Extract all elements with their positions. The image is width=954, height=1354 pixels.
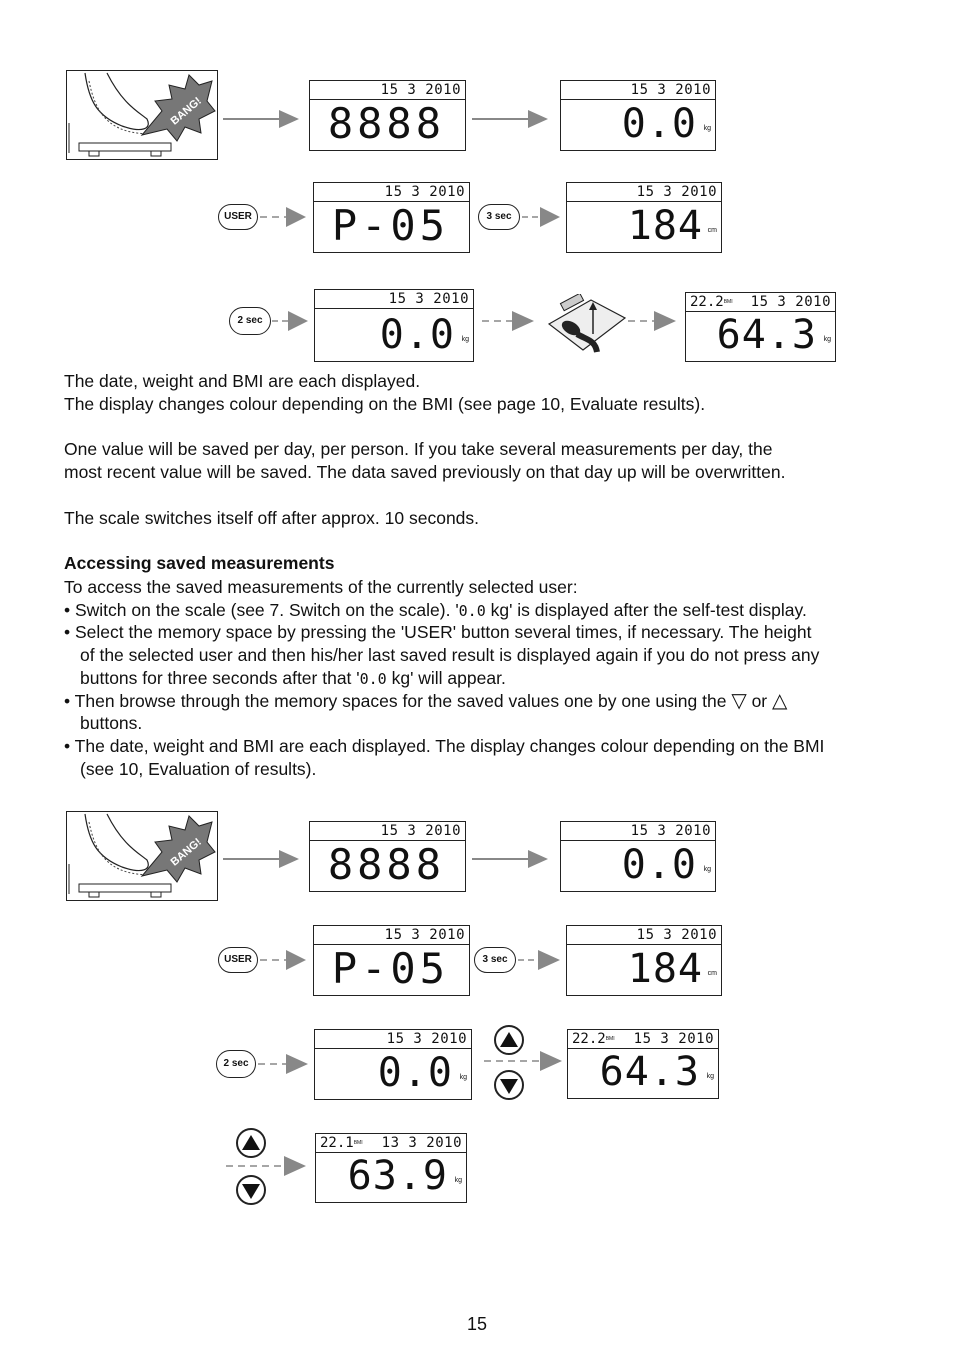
lcd-unit: kg — [703, 866, 711, 873]
bullet-date-weight: • The date, weight and BMI are each displayed. The display changes colour depending on the BMI — [64, 736, 825, 756]
lcd-display-previous — [315, 1133, 467, 1203]
bang-label: BANG! — [168, 836, 204, 869]
down-arrow-icon — [496, 1072, 522, 1098]
arrow-dashed — [258, 1053, 310, 1075]
bullet-text: kg' will appear. — [386, 668, 506, 688]
lcd-unit: kg — [459, 1074, 467, 1081]
paragraph-line: The date, weight and BMI are each displayed. — [64, 371, 421, 391]
three-sec-label: 3 sec — [474, 947, 516, 973]
bullet-continuation: buttons. — [80, 713, 143, 733]
bullet-browse — [64, 690, 787, 713]
lcd-unit: kg — [706, 1073, 714, 1080]
lcd-display-zero — [560, 821, 716, 892]
up-button[interactable] — [236, 1128, 266, 1158]
bullet-text: buttons for three seconds after that ' — [80, 668, 360, 688]
up-triangle-icon: △ — [772, 690, 788, 712]
lcd-unit: cm — [707, 227, 717, 234]
lcd-bmi-label: BMI — [353, 1140, 363, 1146]
lcd-value: 184 — [627, 946, 703, 992]
user-button[interactable]: USER — [218, 204, 258, 230]
bullet-select-memory: • Select the memory space by pressing the 'USER' button several times, if necessary. The height — [64, 622, 812, 642]
three-sec-label: 3 sec — [478, 204, 520, 230]
lcd-date: 15 3 2010 — [633, 1031, 714, 1047]
lcd-display-selftest — [309, 80, 466, 151]
two-sec-label: 2 sec — [216, 1050, 256, 1078]
lcd-value: 64.3 — [599, 1049, 700, 1095]
two-sec-label: 2 sec — [229, 307, 271, 335]
lcd-value: 63.9 — [347, 1153, 448, 1199]
lcd-date: 15 3 2010 — [630, 82, 711, 98]
lcd-digit-inline: 0.0 — [359, 670, 387, 688]
lcd-bmi — [320, 1134, 363, 1152]
step-on-scale-icon — [543, 294, 629, 356]
lcd-display-zero-after-height — [314, 1029, 472, 1100]
lcd-digit-inline: 0.0 — [458, 602, 486, 620]
down-button[interactable] — [236, 1175, 266, 1205]
user-button[interactable]: USER — [218, 947, 258, 973]
arrow-dashed — [272, 310, 312, 332]
lcd-date: 15 3 2010 — [384, 927, 465, 943]
lcd-date: 13 3 2010 — [381, 1135, 462, 1151]
up-arrow-icon — [238, 1130, 264, 1156]
foot-tap-illustration — [66, 70, 218, 160]
lcd-unit: kg — [703, 125, 711, 132]
arrow-dashed — [260, 206, 308, 228]
lcd-unit: kg — [461, 336, 469, 343]
lcd-value: P-05 — [331, 944, 449, 993]
down-arrow-icon — [238, 1177, 264, 1203]
foot-tap-drawing — [67, 71, 217, 159]
lcd-bmi-label: BMI — [723, 299, 733, 305]
lcd-display-height — [566, 925, 722, 996]
lcd-bmi — [690, 293, 733, 311]
lcd-display-height — [566, 182, 722, 253]
lcd-date: 15 3 2010 — [630, 823, 711, 839]
lcd-value: P-05 — [331, 201, 449, 250]
lcd-date: 15 3 2010 — [636, 184, 717, 200]
arrow-dashed — [628, 310, 678, 332]
bullet-text: • Switch on the scale (see 7. Switch on the scale). ' — [64, 600, 459, 620]
lcd-bmi-value: 22.2 — [572, 1031, 606, 1047]
lcd-value: 8888 — [327, 99, 445, 148]
lcd-value: 0.0 — [377, 1050, 453, 1096]
page-number: 15 — [466, 1314, 488, 1334]
section-heading: Accessing saved measurements — [64, 553, 335, 573]
foot-tap-drawing — [67, 812, 217, 900]
lcd-value: 184 — [627, 203, 703, 249]
arrow-dashed — [518, 949, 562, 971]
lcd-display-zero — [560, 80, 716, 151]
intro-line: To access the saved measurements of the currently selected user: — [64, 577, 578, 597]
lcd-unit: cm — [707, 970, 717, 977]
lcd-unit: kg — [454, 1177, 462, 1184]
bullet-text: or — [746, 691, 772, 711]
lcd-value: 0.0 — [379, 312, 455, 358]
lcd-date: 15 3 2010 — [386, 1031, 467, 1047]
foot-tap-illustration — [66, 811, 218, 901]
bullet-continuation — [80, 667, 506, 691]
arrow-dashed — [482, 310, 536, 332]
paragraph-line: The display changes colour depending on the BMI (see page 10, Evaluate results). — [64, 394, 706, 414]
lcd-display-result — [685, 292, 836, 362]
lcd-bmi — [572, 1030, 615, 1048]
bullet-text: • Then browse through the memory spaces for the saved values one by one using the — [64, 691, 732, 711]
arrow-right — [223, 848, 301, 870]
arrow-right — [472, 848, 550, 870]
lcd-value: 0.0 — [621, 842, 697, 888]
lcd-date: 15 3 2010 — [380, 823, 461, 839]
arrow-dashed — [226, 1155, 310, 1177]
paragraph-line: The scale switches itself off after approx. 10 seconds. — [64, 508, 480, 528]
lcd-value: 0.0 — [621, 101, 697, 147]
down-triangle-icon: ▽ — [731, 690, 747, 712]
lcd-date: 15 3 2010 — [384, 184, 465, 200]
bang-label: BANG! — [168, 95, 204, 128]
arrow-right — [223, 108, 301, 130]
bullet-continuation: (see 10, Evaluation of results). — [80, 759, 317, 779]
lcd-value: 8888 — [327, 840, 445, 889]
lcd-bmi-label: BMI — [605, 1036, 615, 1042]
lcd-date: 15 3 2010 — [750, 294, 831, 310]
arrow-right — [472, 108, 550, 130]
bullet-continuation: of the selected user and then his/her last saved result is displayed again if you do not press any — [80, 645, 820, 665]
lcd-display-zero-after-height — [314, 289, 474, 362]
lcd-bmi-value: 22.1 — [320, 1135, 354, 1151]
lcd-date: 15 3 2010 — [388, 291, 469, 307]
lcd-value: 64.3 — [716, 312, 817, 358]
lcd-display-selftest — [309, 821, 466, 892]
lcd-date: 15 3 2010 — [636, 927, 717, 943]
arrow-dashed — [484, 1050, 564, 1072]
lcd-display-user — [313, 182, 470, 253]
lcd-date: 15 3 2010 — [380, 82, 461, 98]
lcd-display-user — [313, 925, 470, 996]
paragraph-line: One value will be saved per day, per person. If you take several measurements per day, the — [64, 439, 773, 459]
lcd-display-result — [567, 1029, 719, 1099]
arrow-dashed — [522, 206, 562, 228]
down-button[interactable] — [494, 1070, 524, 1100]
lcd-bmi-value: 22.2 — [690, 294, 724, 310]
paragraph-line: most recent value will be saved. The data saved previously on that day up will be overwritten. — [64, 462, 786, 482]
arrow-dashed — [260, 949, 308, 971]
lcd-unit: kg — [823, 336, 831, 343]
bullet-text: kg' is displayed after the self-test display. — [485, 600, 807, 620]
bullet-switch-on — [64, 599, 807, 623]
